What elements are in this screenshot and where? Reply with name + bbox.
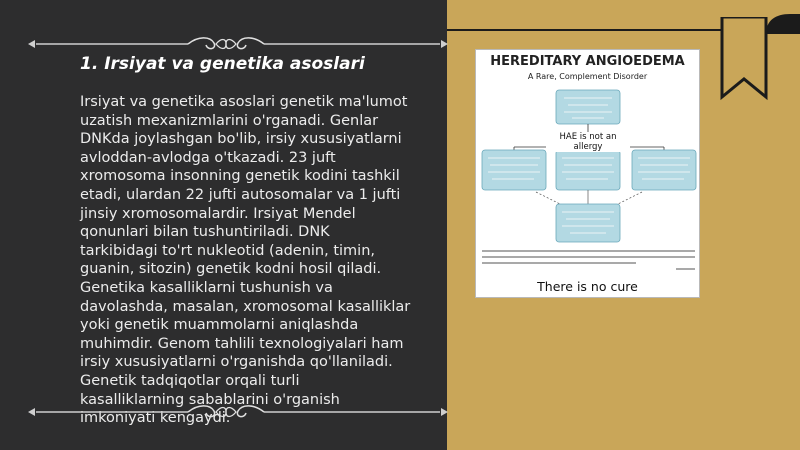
ornament-divider-bottom (28, 402, 448, 422)
hereditary-angioedema-figure (475, 49, 700, 298)
ornament-divider-top (28, 34, 448, 54)
figure-center-label: HAE is not an allergy (546, 132, 630, 152)
slide-title: 1. Irsiyat va genetika asoslari (80, 54, 365, 74)
figure-subtitle: A Rare, Complement Disorder (527, 72, 648, 81)
corner-arc-decoration (766, 14, 800, 34)
figure-caption: There is no cure (537, 279, 638, 294)
flowchart-diagram (476, 50, 701, 299)
slide-body-text: Irsiyat va genetika asoslari genetik ma'lumot uzatish mexanizmlarini o'rganadi. Genlar DNKda joylashgan bo'lib, irsiy xususiyatlarni avloddan-avlodga o'tkazadi. 23 juft xromosoma insonning genetik kodini tashkil etadi, ulardan 22 jufti autosomalar va 1 jufti jinsiy xromosomalardir. Irsiyat Mendel qonunlari bilan tushuntiriladi. DNK tarkibidagi to'rt nukleotid (adenin, timin, guanin, sitozin) genetik kodni hosil qiladi. Genetika kasalliklarni tushunish va davolashda, masalan, xromosomal kasalliklar yoki genetik muammolarni aniqlashda muhimdir. Genom tahlili texnologiyalari ham irsiy xususiyatlarni o'rganishda qo'llaniladi. Genetik tadqiqotlar orqali turli kasalliklarning sabablarini o'rganish imkoniyati kengaydi. (80, 94, 411, 427)
figure-title: HEREDITARY ANGIOEDEMA (490, 54, 685, 69)
bookmark-ribbon-icon (719, 17, 769, 101)
